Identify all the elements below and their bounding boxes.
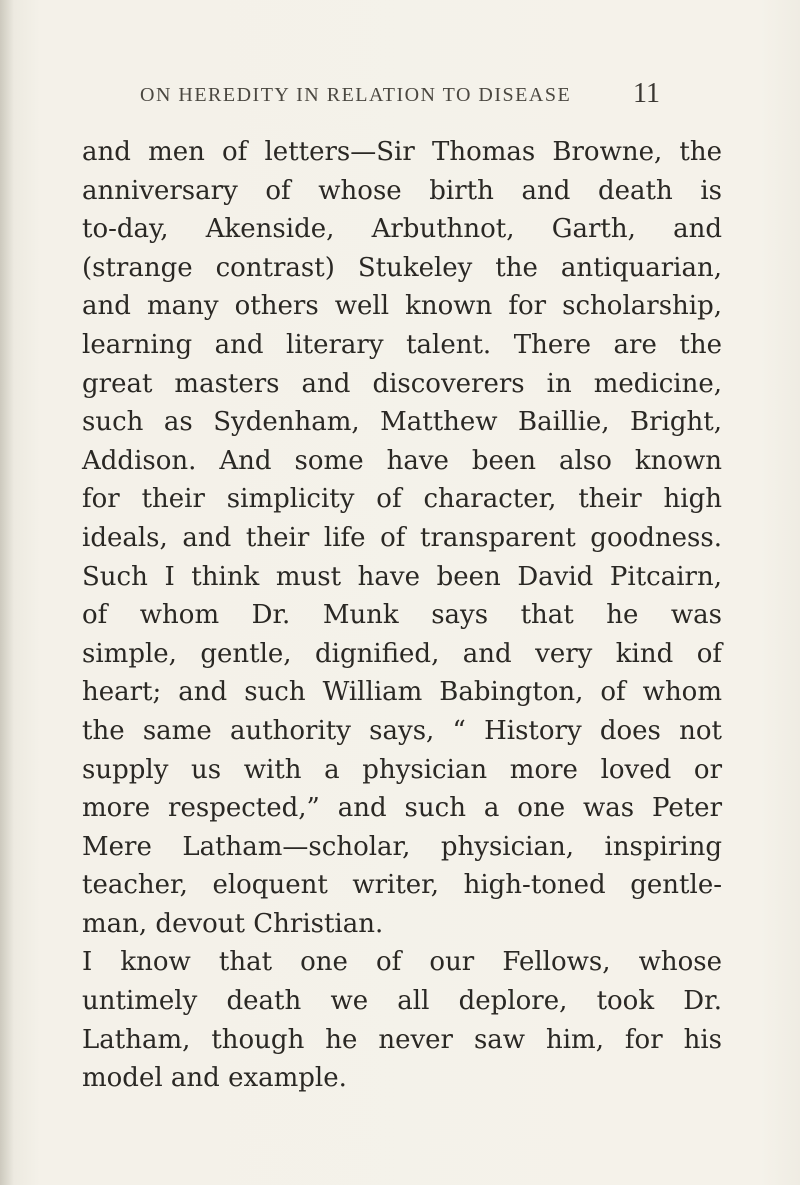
text-line: learning and literary talent. There are the: [82, 329, 722, 360]
text-line: and men of letters—Sir Thomas Browne, the: [82, 137, 722, 167]
text-line: Mere Latham—scholar, physician, inspiring: [82, 831, 722, 862]
text-line: Latham, though he never saw him, for his: [82, 1024, 722, 1055]
text-line: for their simplicity of character, their high: [82, 484, 722, 515]
text-line: great masters and discoverers in medicine,: [82, 368, 722, 399]
text-line: and many others well known for scholarship,: [82, 291, 722, 322]
text-line: more respected,” and such a one was Peter: [82, 793, 722, 824]
body-text: [82, 133, 722, 1098]
text-line: anniversary of whose birth and death is: [82, 175, 722, 206]
text-line: Such I think must have been David Pitcairn,: [82, 561, 722, 592]
text-line: to-day, Akenside, Arbuthnot, Garth, and: [82, 214, 722, 245]
text-line: such as Sydenham, Matthew Baillie, Bright,: [82, 407, 722, 438]
page-number: 11: [633, 78, 660, 109]
page-gutter-shadow: [0, 0, 14, 1185]
text-line: of whom Dr. Munk says that he was: [82, 600, 722, 631]
text-line: ideals, and their life of transparent goodness.: [82, 522, 722, 553]
text-line: simple, gentle, dignified, and very kind of: [82, 638, 722, 669]
text-line: heart; and such William Babington, of whom: [82, 677, 722, 708]
running-head-title: ON HEREDITY IN RELATION TO DISEASE: [140, 84, 572, 106]
running-head: [140, 78, 660, 110]
text-line: teacher, eloquent writer, high-toned gentle-: [82, 870, 722, 901]
text-line: untimely death we all deplore, took Dr.: [82, 986, 722, 1017]
text-line: supply us with a physician more loved or: [82, 754, 722, 785]
text-line: Addison. And some have been also known: [82, 445, 722, 476]
text-line: model and example.: [82, 1063, 347, 1094]
text-line: man, devout Christian.: [82, 908, 384, 939]
text-line: the same authority says, “ History does not: [82, 715, 722, 746]
text-line-paragraph-start: I know that one of our Fellows, whose: [82, 947, 722, 978]
text-line: (strange contrast) Stukeley the antiquarian,: [82, 252, 722, 283]
